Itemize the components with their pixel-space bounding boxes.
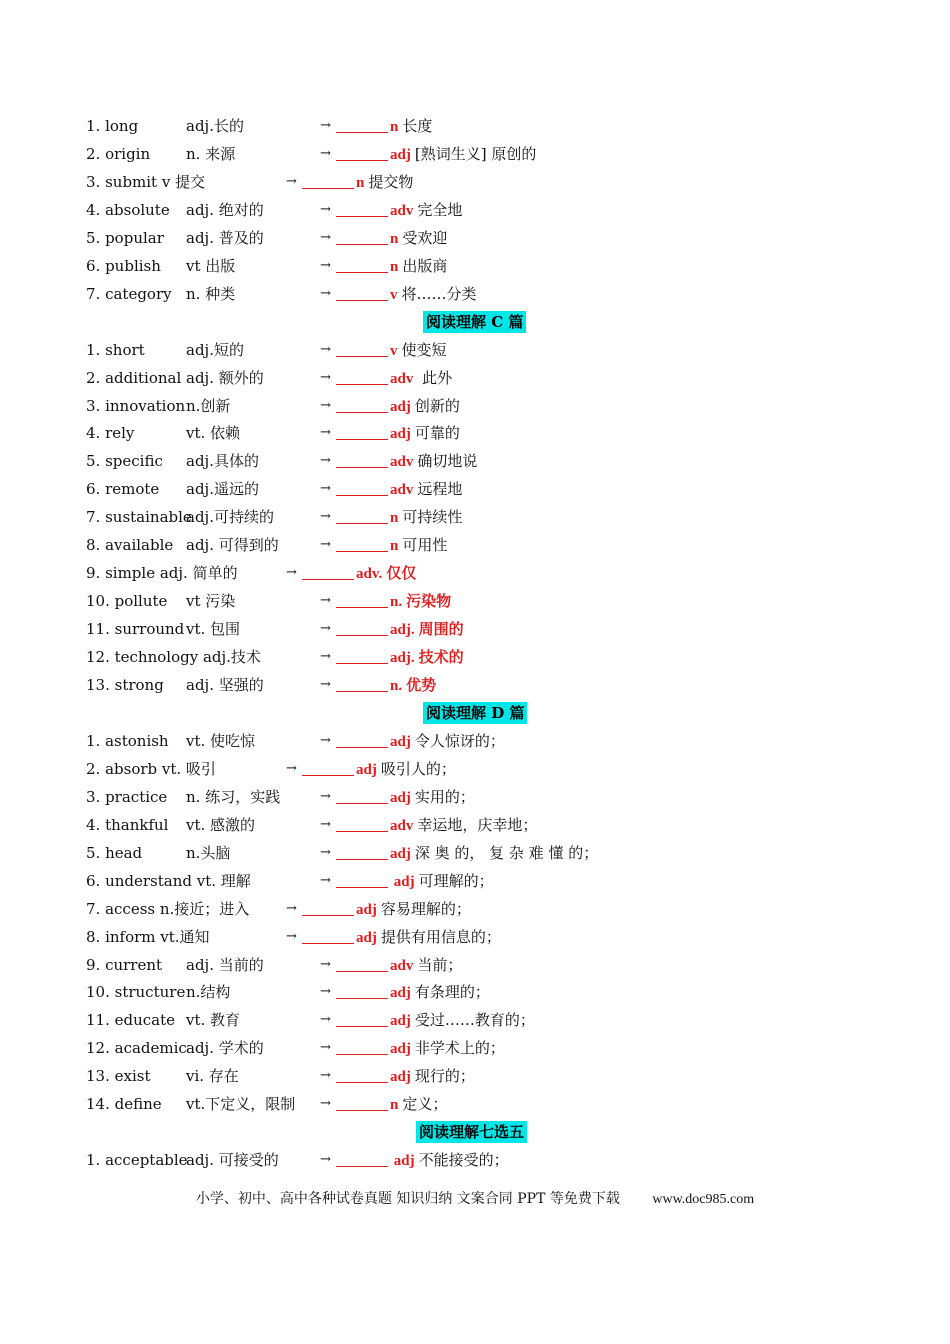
answer-blank[interactable]	[336, 252, 447, 281]
vocab-word: 6. publish	[86, 256, 161, 275]
answer-blank[interactable]	[336, 811, 537, 840]
vocab-row	[86, 923, 886, 951]
arrow-icon: →	[320, 341, 331, 357]
blank-line[interactable]	[336, 467, 388, 468]
arrow-icon: →	[286, 760, 297, 776]
blank-line[interactable]	[336, 356, 388, 357]
translation: 周围的	[418, 620, 464, 639]
vocab-row	[86, 867, 886, 895]
blank-line[interactable]	[302, 915, 354, 916]
translation: 将……分类	[401, 284, 477, 303]
page-footer	[0, 1188, 950, 1208]
translation: 容易理解的；	[380, 899, 471, 918]
arrow-icon: →	[320, 1096, 331, 1112]
blank-line[interactable]	[302, 775, 354, 776]
vocab-word: 3. innovation	[86, 396, 186, 415]
part-of-speech: adj.	[390, 622, 415, 639]
footer-text: 小学、初中、高中各种试卷真题 知识归纳 文案合同 PPT 等免费下载	[195, 1191, 620, 1207]
vocab-row	[86, 1006, 886, 1034]
blank-line[interactable]	[302, 579, 354, 580]
arrow-icon: →	[320, 229, 331, 245]
arrow-icon: →	[320, 537, 331, 553]
vocab-meaning: adj. 当前的	[186, 955, 264, 974]
vocab-word: 11. educate	[86, 1011, 176, 1030]
vocab-word: 4. thankful	[86, 815, 169, 834]
vocab-row	[86, 978, 886, 1006]
part-of-speech: n	[390, 538, 399, 555]
arrow-icon: →	[320, 872, 331, 888]
answer-blank[interactable]	[336, 1034, 505, 1063]
answer-blank[interactable]	[336, 1062, 475, 1091]
vocab-row	[86, 895, 886, 923]
vocab-row	[86, 112, 886, 140]
answer-blank[interactable]	[302, 895, 471, 924]
part-of-speech: adv	[390, 957, 414, 974]
vocab-word: 10. pollute	[86, 592, 168, 611]
vocab-word: 13. exist	[86, 1067, 151, 1086]
part-of-speech: adv	[390, 202, 414, 219]
vocab-row	[86, 839, 886, 867]
vocab-word: 8. inform vt.通知	[86, 927, 210, 946]
blank-line[interactable]	[336, 1082, 388, 1083]
arrow-icon: →	[320, 397, 331, 413]
translation: 创新的	[414, 396, 460, 415]
arrow-icon: →	[320, 1040, 331, 1056]
part-of-speech: adv	[390, 370, 414, 387]
vocab-row	[86, 783, 886, 811]
answer-blank[interactable]	[302, 755, 456, 784]
part-of-speech: adj	[390, 426, 411, 443]
translation: 幸运地，庆幸地；	[417, 815, 538, 834]
vocab-row	[86, 224, 886, 252]
blank-line[interactable]	[336, 300, 388, 301]
translation: 令人惊讶的；	[414, 731, 505, 750]
arrow-icon: →	[320, 956, 331, 972]
arrow-icon: →	[286, 565, 297, 581]
translation: 出版商	[402, 256, 448, 275]
vocab-word: 1. long	[86, 117, 139, 135]
arrow-icon: →	[320, 1068, 331, 1084]
vocab-row	[86, 1062, 886, 1090]
vocab-word: 4. rely	[86, 424, 135, 443]
translation: 有条理的；	[414, 983, 490, 1002]
vocab-row	[86, 615, 886, 643]
arrow-icon: →	[320, 201, 331, 217]
answer-blank[interactable]	[336, 336, 447, 365]
blank-line[interactable]	[336, 1054, 388, 1055]
translation: 远程地	[417, 480, 463, 499]
answer-blank[interactable]	[336, 671, 436, 700]
vocab-word: 2. origin	[86, 144, 151, 163]
section-heading: 阅读理解七选五	[416, 1121, 527, 1143]
answer-blank[interactable]	[336, 531, 447, 560]
vocab-row	[86, 727, 886, 755]
vocab-word: 10. structure	[86, 983, 186, 1002]
arrow-icon: →	[320, 984, 331, 1000]
blank-line[interactable]	[336, 244, 388, 245]
vocab-meaning: n.头脑	[186, 843, 231, 862]
vocab-row	[86, 503, 886, 531]
vocab-meaning: adj. 绝对的	[186, 200, 264, 219]
vocab-word: 12. academic	[86, 1039, 187, 1058]
vocab-word: 13. strong	[86, 676, 164, 694]
arrow-icon: →	[320, 788, 331, 804]
blank-line[interactable]	[336, 663, 388, 664]
vocab-meaning: vt. 使吃惊	[186, 731, 256, 750]
vocab-row	[86, 671, 886, 699]
vocab-meaning: adj. 额外的	[186, 368, 264, 387]
vocab-word: 1. acceptable	[86, 1151, 188, 1170]
part-of-speech: adv.	[356, 566, 383, 583]
blank-line[interactable]	[336, 747, 388, 748]
part-of-speech: adj	[390, 398, 411, 415]
section-heading: 阅读理解 D 篇	[423, 702, 527, 724]
part-of-speech: adj	[390, 1069, 411, 1086]
answer-blank[interactable]	[336, 364, 452, 393]
answer-blank[interactable]	[336, 867, 494, 896]
answer-blank[interactable]	[302, 923, 501, 952]
answer-blank[interactable]	[336, 951, 462, 980]
part-of-speech: n	[390, 1097, 399, 1114]
translation: 非学术上的；	[414, 1039, 505, 1058]
vocab-word: 8. available	[86, 536, 174, 555]
translation: 不能接受的；	[418, 1151, 509, 1170]
part-of-speech: adv	[390, 454, 414, 471]
arrow-icon: →	[320, 593, 331, 609]
part-of-speech: n.	[390, 594, 403, 611]
translation: 提交物	[368, 172, 414, 191]
translation: 确切地说	[417, 452, 478, 471]
arrow-icon: →	[286, 928, 297, 944]
answer-blank[interactable]	[336, 447, 477, 476]
vocab-meaning: vt. 教育	[186, 1011, 241, 1030]
translation: 现行的；	[414, 1067, 475, 1086]
footer-url[interactable]: www.doc985.com	[652, 1192, 755, 1207]
vocab-row	[86, 811, 886, 839]
translation: 实用的；	[414, 787, 475, 806]
answer-blank[interactable]	[336, 615, 464, 644]
vocab-word: 14. define	[86, 1095, 162, 1114]
translation: 当前；	[417, 955, 463, 974]
blank-line[interactable]	[336, 384, 388, 385]
answer-blank[interactable]	[336, 196, 462, 225]
vocab-meaning: vt.下定义，限制	[186, 1095, 296, 1114]
blank-line[interactable]	[336, 831, 388, 832]
vocab-meaning: vt. 感激的	[186, 815, 256, 834]
blank-line[interactable]	[336, 412, 388, 413]
vocab-meaning: adj.具体的	[186, 452, 259, 471]
part-of-speech: v	[390, 286, 398, 303]
vocab-word: 3. practice	[86, 787, 168, 806]
vocab-row	[86, 755, 886, 783]
answer-blank[interactable]	[336, 587, 451, 616]
part-of-speech: adj	[390, 1041, 411, 1058]
blank-line[interactable]	[336, 272, 388, 273]
answer-blank[interactable]	[336, 503, 462, 532]
answer-blank[interactable]	[336, 1090, 447, 1119]
vocab-row	[86, 643, 886, 671]
vocab-row	[86, 336, 886, 364]
blank-line[interactable]	[336, 495, 388, 496]
translation: 污染物	[406, 592, 452, 611]
vocab-word: 5. popular	[86, 228, 164, 247]
part-of-speech: adj	[390, 985, 411, 1002]
vocab-word: 1. short	[86, 340, 145, 359]
part-of-speech: adv	[390, 817, 414, 834]
vocab-row	[86, 280, 886, 308]
blank-line[interactable]	[336, 635, 388, 636]
part-of-speech: n	[390, 119, 399, 135]
blank-line[interactable]	[302, 943, 354, 944]
vocab-meaning: vt. 包围	[186, 620, 241, 639]
translation: 可靠的	[414, 424, 460, 443]
answer-blank[interactable]	[336, 224, 447, 253]
vocab-meaning: n.结构	[186, 983, 231, 1002]
part-of-speech: n	[390, 510, 399, 527]
vocab-word: 2. additional	[86, 368, 182, 387]
arrow-icon: →	[320, 621, 331, 637]
vocab-row	[86, 559, 886, 587]
vocab-row	[86, 587, 886, 615]
translation: 吸引人的；	[380, 759, 456, 778]
answer-blank[interactable]	[336, 643, 464, 672]
blank-line[interactable]	[336, 859, 388, 860]
vocab-row	[86, 392, 886, 420]
blank-line[interactable]	[336, 998, 388, 999]
part-of-speech: n	[390, 230, 399, 247]
arrow-icon: →	[286, 173, 297, 189]
arrow-icon: →	[320, 844, 331, 860]
vocab-row	[86, 419, 886, 447]
vocab-row	[86, 252, 886, 280]
vocab-row	[86, 1146, 886, 1174]
vocab-row	[86, 1034, 886, 1062]
translation: 技术的	[418, 648, 464, 667]
vocab-meaning: adj. 可接受的	[186, 1151, 279, 1170]
blank-line[interactable]	[336, 1110, 388, 1111]
arrow-icon: →	[320, 118, 331, 133]
arrow-icon: →	[320, 453, 331, 469]
blank-line[interactable]	[336, 216, 388, 217]
blank-line[interactable]	[336, 607, 388, 608]
part-of-speech: adj	[356, 761, 377, 778]
part-of-speech: adj	[390, 873, 415, 890]
blank-line[interactable]	[336, 803, 388, 804]
vocab-word: 11. surround	[86, 620, 185, 639]
blank-line[interactable]	[336, 887, 388, 888]
blank-line[interactable]	[336, 551, 388, 552]
arrow-icon: →	[320, 1012, 331, 1028]
translation: 长度	[402, 117, 433, 135]
arrow-icon: →	[320, 257, 331, 273]
vocab-meaning: adj. 普及的	[186, 228, 264, 247]
translation: [熟词生义] 原创的	[414, 144, 537, 163]
translation: 完全地	[417, 200, 463, 219]
vocab-meaning: adj. 学术的	[186, 1039, 264, 1058]
part-of-speech: v	[390, 342, 398, 359]
vocab-word: 12. technology adj.技术	[86, 648, 261, 667]
part-of-speech: adj	[390, 845, 411, 862]
vocab-meaning: adj.长的	[186, 117, 244, 135]
vocab-word: 7. sustainable	[86, 508, 192, 527]
part-of-speech: adj	[390, 789, 411, 806]
translation: 此外	[417, 368, 453, 387]
translation: 定义；	[402, 1095, 448, 1114]
vocab-word: 5. head	[86, 843, 143, 862]
section-heading: 阅读理解 C 篇	[423, 311, 526, 333]
vocab-word: 7. access n.接近；进入	[86, 899, 250, 918]
vocab-row	[86, 140, 886, 168]
translation: 优势	[406, 676, 437, 694]
blank-line[interactable]	[336, 132, 388, 133]
arrow-icon: →	[320, 145, 331, 161]
blank-line[interactable]	[336, 160, 388, 161]
vocab-meaning: vt. 依赖	[186, 424, 241, 443]
vocab-word: 6. remote	[86, 480, 160, 499]
arrow-icon: →	[320, 285, 331, 301]
arrow-icon: →	[320, 425, 331, 441]
arrow-icon: →	[320, 677, 331, 692]
vocab-meaning: adj.遥远的	[186, 480, 259, 499]
vocab-meaning: n. 种类	[186, 284, 236, 303]
vocab-word: 9. simple adj. 简单的	[86, 564, 238, 583]
translation: 使变短	[401, 340, 447, 359]
arrow-icon: →	[320, 509, 331, 525]
answer-blank[interactable]	[336, 112, 432, 141]
blank-line[interactable]	[336, 691, 388, 692]
vocab-meaning: adj. 坚强的	[186, 676, 264, 694]
vocab-word: 4. absolute	[86, 200, 170, 219]
answer-blank[interactable]	[336, 727, 505, 756]
part-of-speech: n	[356, 174, 365, 191]
part-of-speech: adj	[390, 1013, 411, 1030]
answer-blank[interactable]	[336, 783, 475, 812]
answer-blank[interactable]	[336, 280, 477, 309]
vocab-meaning: n. 来源	[186, 144, 236, 163]
vocab-word: 7. category	[86, 284, 172, 303]
vocab-word: 6. understand vt. 理解	[86, 871, 251, 890]
vocab-row	[86, 364, 886, 392]
part-of-speech: n.	[390, 678, 403, 694]
answer-blank[interactable]	[336, 140, 536, 169]
vocab-meaning: vt 出版	[186, 256, 236, 275]
part-of-speech: n	[390, 258, 399, 275]
vocab-meaning: n.创新	[186, 396, 231, 415]
part-of-speech: adj	[356, 901, 377, 918]
part-of-speech: adj	[390, 733, 411, 750]
arrow-icon: →	[320, 369, 331, 385]
blank-line[interactable]	[302, 188, 354, 189]
vocab-row	[86, 531, 886, 559]
vocab-word: 3. submit v 提交	[86, 172, 206, 191]
arrow-icon: →	[320, 816, 331, 832]
arrow-icon: →	[286, 900, 297, 916]
vocab-meaning: adj.可持续的	[186, 508, 274, 527]
blank-line[interactable]	[336, 971, 388, 972]
vocab-meaning: n. 练习，实践	[186, 787, 281, 806]
translation: 深 奥 的， 复 杂 难 懂 的；	[414, 843, 599, 862]
vocab-row	[86, 475, 886, 503]
translation: 可用性	[402, 536, 448, 555]
vocab-word: 9. current	[86, 955, 163, 974]
arrow-icon: →	[320, 1152, 331, 1168]
translation: 受欢迎	[402, 228, 448, 247]
part-of-speech: adv	[390, 482, 414, 499]
vocab-row	[86, 196, 886, 224]
part-of-speech: adj	[390, 146, 411, 163]
vocab-meaning: adj.短的	[186, 340, 244, 359]
translation: 提供有用信息的；	[380, 927, 501, 946]
arrow-icon: →	[320, 732, 331, 748]
part-of-speech: adj.	[390, 650, 415, 667]
vocab-meaning: adj. 可得到的	[186, 536, 279, 555]
blank-line[interactable]	[336, 1026, 388, 1027]
answer-blank[interactable]	[336, 1146, 509, 1175]
vocab-word: 5. specific	[86, 452, 163, 471]
blank-line[interactable]	[336, 523, 388, 524]
translation: 受过……教育的；	[414, 1011, 535, 1030]
answer-blank[interactable]	[336, 839, 598, 868]
arrow-icon: →	[320, 481, 331, 497]
part-of-speech: adj	[390, 1153, 415, 1170]
answer-blank[interactable]	[336, 978, 490, 1007]
translation: 可持续性	[402, 508, 463, 527]
answer-blank[interactable]	[336, 475, 462, 504]
vocab-word: 1. astonish	[86, 731, 169, 750]
blank-line[interactable]	[336, 439, 388, 440]
vocab-row	[86, 447, 886, 475]
answer-blank[interactable]	[336, 1006, 535, 1035]
answer-blank[interactable]	[336, 392, 460, 421]
translation: 可理解的；	[418, 871, 494, 890]
vocab-meaning: vt 污染	[186, 592, 236, 611]
translation: 仅仅	[386, 564, 417, 583]
vocab-meaning: vi. 存在	[186, 1067, 239, 1086]
vocab-word: 2. absorb vt. 吸引	[86, 759, 216, 778]
vocab-row	[86, 168, 886, 196]
answer-blank[interactable]	[302, 559, 416, 588]
part-of-speech: adj	[356, 929, 377, 946]
arrow-icon: →	[320, 649, 331, 665]
vocab-row	[86, 951, 886, 979]
blank-line[interactable]	[336, 1166, 388, 1167]
vocab-row	[86, 1090, 886, 1118]
answer-blank[interactable]	[302, 168, 413, 197]
answer-blank[interactable]	[336, 419, 460, 448]
